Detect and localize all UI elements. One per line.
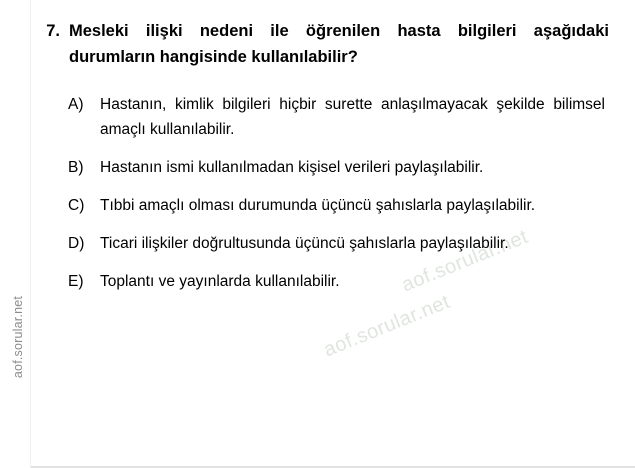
option-d-text: Ticari ilişkiler doğrultusunda üçüncü şahıslarla paylaşılabilir.	[100, 235, 509, 252]
option-a-text: Hastanın, kimlik bilgileri hiçbir surette anlaşılmayacak şekilde bilimsel amaçlı kullanılabilir.	[100, 96, 605, 138]
option-b-letter: B)	[68, 159, 84, 176]
watermark-diagonal-1: aof.sorular.net	[398, 225, 532, 297]
watermark-vertical: aof.sorular.net	[11, 295, 25, 379]
question-content	[30, 0, 635, 466]
option-e[interactable]	[68, 269, 605, 294]
options-list	[30, 92, 613, 294]
option-e-text: Toplantı ve yayınlarda kullanılabilir.	[100, 273, 340, 290]
question-text: Mesleki ilişki nedeni ile öğrenilen hasta bilgileri aşağıdaki durumların hangisinde kullanılabilir?	[69, 22, 609, 66]
option-d-letter: D)	[68, 235, 85, 252]
watermark-diagonal-2: aof.sorular.net	[320, 290, 454, 362]
option-c-letter: C)	[68, 197, 85, 214]
option-c-text: Tıbbi amaçlı olması durumunda üçüncü şahıslarla paylaşılabilir.	[100, 197, 536, 214]
question-block	[30, 18, 613, 70]
option-b[interactable]	[68, 155, 605, 180]
option-e-letter: E)	[68, 273, 84, 290]
option-a[interactable]	[68, 92, 605, 142]
option-d[interactable]	[68, 231, 605, 256]
option-b-text: Hastanın ismi kullanılmadan kişisel verileri paylaşılabilir.	[100, 159, 484, 176]
option-c[interactable]	[68, 193, 605, 218]
left-watermark-strip	[0, 0, 31, 468]
question-number: 7.	[46, 22, 60, 40]
option-a-letter: A)	[68, 96, 84, 113]
